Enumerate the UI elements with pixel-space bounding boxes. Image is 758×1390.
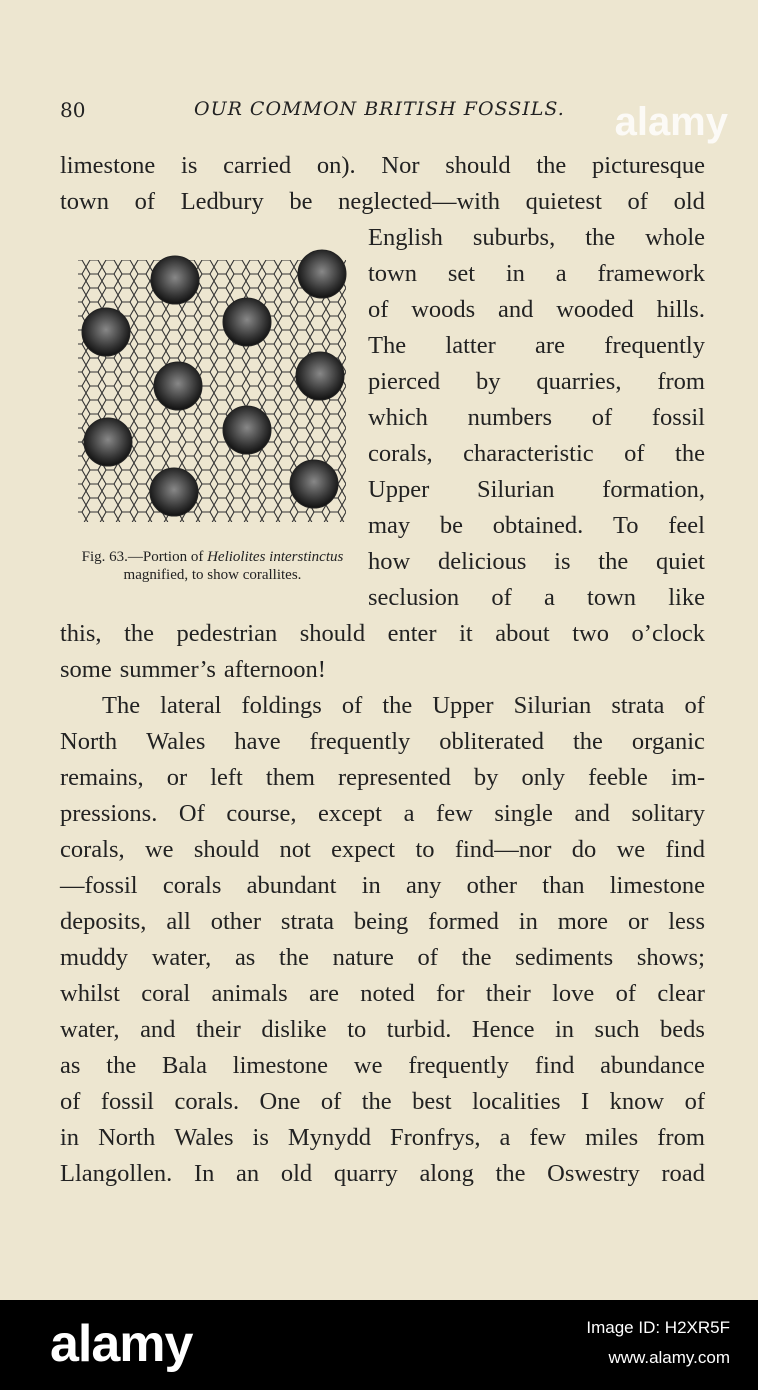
image-id: Image ID: H2XR5F bbox=[586, 1318, 730, 1337]
text-line: some summer’s afternoon! bbox=[60, 656, 326, 683]
text-line: limestone is carried on). Nor should the picturesque bbox=[60, 152, 705, 179]
text-line: deposits, all other strata being formed in more or less bbox=[60, 908, 705, 935]
text-line: The latter are frequently bbox=[368, 332, 705, 359]
text-line: The lateral foldings of the Upper Silurian strata of bbox=[102, 692, 705, 719]
caption-species: Heliolites interstinctus bbox=[207, 549, 344, 565]
stock-footer bbox=[0, 1300, 758, 1390]
caption-prefix: Fig. 63.—Portion of bbox=[81, 549, 208, 565]
text-line: Llangollen. In an old quarry along the Oswestry road bbox=[60, 1160, 705, 1187]
text-line: this, the pedestrian should enter it about two o’clock bbox=[60, 620, 705, 647]
running-title: OUR COMMON BRITISH FOSSILS. bbox=[194, 98, 565, 120]
text-line: North Wales have frequently obliterated the organic bbox=[60, 728, 705, 755]
text-line: seclusion of a town like bbox=[368, 584, 705, 611]
coral-illustration bbox=[70, 246, 355, 536]
text-line: —fossil corals abundant in any other than limestone bbox=[60, 872, 705, 899]
text-line: which numbers of fossil bbox=[368, 404, 705, 431]
text-line: pressions. Of course, except a few single and solitary bbox=[60, 800, 705, 827]
text-line: water, and their dislike to turbid. Hence in such beds bbox=[60, 1016, 705, 1043]
page-header bbox=[60, 98, 710, 128]
text-line: in North Wales is Mynydd Fronfrys, a few miles from bbox=[60, 1124, 705, 1151]
text-line: remains, or left them represented by only feeble im- bbox=[60, 764, 705, 791]
text-line: of woods and wooded hills. bbox=[368, 296, 705, 323]
page-number: 80 bbox=[60, 98, 86, 122]
text-line: corals, we should not expect to find—nor do we find bbox=[60, 836, 705, 863]
site-url: www.alamy.com bbox=[608, 1348, 730, 1367]
watermark: alamy bbox=[614, 100, 728, 144]
text-line: Upper Silurian formation, bbox=[368, 476, 705, 503]
caption-suffix: magnified, to show corallites. bbox=[123, 567, 302, 583]
figure-caption bbox=[70, 548, 355, 584]
text-line: town set in a framework bbox=[368, 260, 705, 287]
text-line: muddy water, as the nature of the sediments shows; bbox=[60, 944, 705, 971]
text-line: how delicious is the quiet bbox=[368, 548, 705, 575]
text-line: may be obtained. To feel bbox=[368, 512, 705, 539]
text-line: corals, characteristic of the bbox=[368, 440, 705, 467]
text-line: whilst coral animals are noted for their love of clear bbox=[60, 980, 705, 1007]
text-line: as the Bala limestone we frequently find abundance bbox=[60, 1052, 705, 1079]
text-line: of fossil corals. One of the best localities I know of bbox=[60, 1088, 705, 1115]
text-line: pierced by quarries, from bbox=[368, 368, 705, 395]
text-line: English suburbs, the whole bbox=[368, 224, 705, 251]
text-line: town of Ledbury be neglected—with quietest of old bbox=[60, 188, 705, 215]
alamy-logo: alamy bbox=[50, 1315, 193, 1373]
